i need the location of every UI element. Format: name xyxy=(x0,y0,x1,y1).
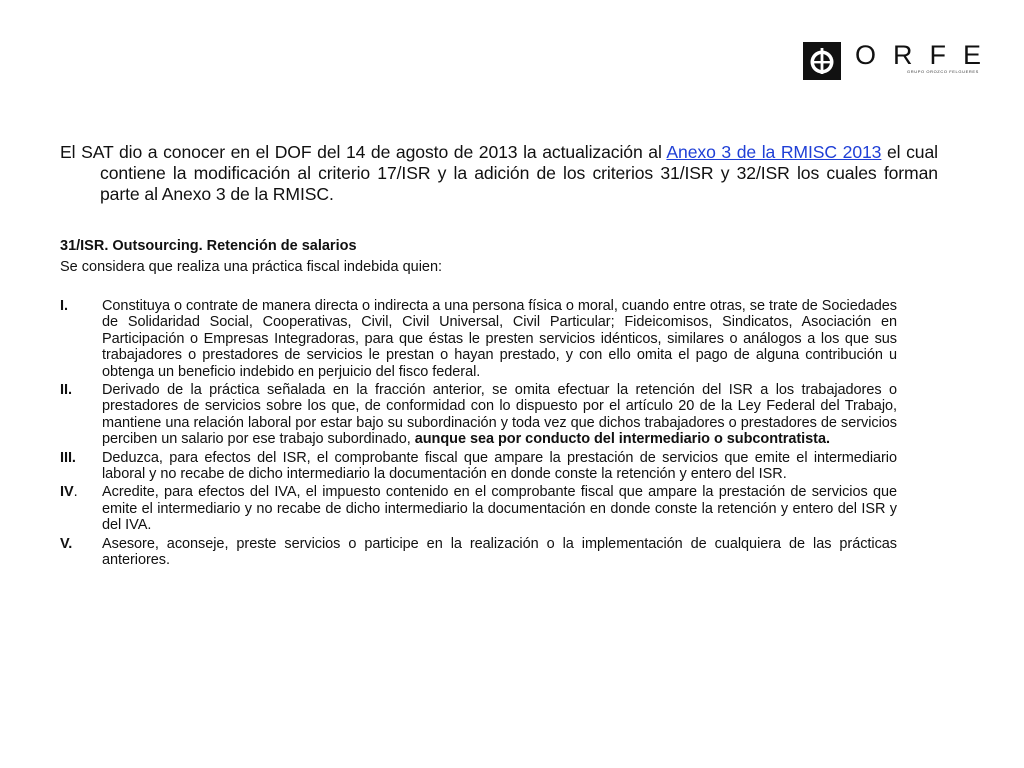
intro-text-before: El SAT dio a conocer en el DOF del 14 de agosto de 2013 la actualización al xyxy=(60,141,667,162)
company-logo xyxy=(803,40,999,82)
logo-name: ORFE xyxy=(855,40,999,70)
item-marker: IV. xyxy=(60,484,78,501)
item-text: Acredite, para efectos del IVA, el impuesto contenido en el comprobante fiscal que ampare la prestación de servicios que emite el intermediario y no recabe de dicho intermediario la documentación en donde conste la retención y entero del ISR y del IVA. xyxy=(102,484,897,534)
item-text: Derivado de la práctica señalada en la fracción anterior, se omita efectuar la retención del ISR a los trabajadores o prestadores de servicios sobre los que, de conformidad con lo dispuesto por el artículo 20 de la Ley Federal del Trabajo, mantiene una relación laboral por estar bajo su subordinación y toda vez que dichos trabajadores o prestadores de servicios perciben un salario por ese trabajo subordinado, xyxy=(102,382,897,448)
item-marker: II. xyxy=(60,382,72,399)
item-text: Constituya o contrate de manera directa o indirecta a una persona física o moral, cuando entre otras, se trate de Sociedades de Solidaridad Social, Cooperativas, Civil, Civil Universal, Civil Particular; Fideicomisos, Sindicatos, Asociación en Participación o Empresas Integradoras, para que éstas le presten servicios idénticos, similares o análogos a los que sus trabajadores o prestadores de servicios le prestan o hayan prestado, y con ello omita el pago de alguna contribución u obtenga un beneficio indebido en perjuicio del fisco federal. xyxy=(102,298,897,380)
practices-list xyxy=(60,298,897,571)
item-marker: V. xyxy=(60,535,73,552)
criterion-title: 31/ISR. Outsourcing. Retención de salarios xyxy=(60,238,357,254)
intro-paragraph xyxy=(60,142,938,205)
logo-subtitle: GRUPO OROZCO FELGUERES xyxy=(907,69,979,74)
item-text: Asesore, aconseje, preste servicios o participe en la realización o la implementación de cualquiera de las prácticas anteriores. xyxy=(102,535,897,569)
orfe-emblem-icon xyxy=(803,42,841,80)
item-marker: I. xyxy=(60,298,68,314)
list-item xyxy=(60,536,897,569)
anexo-3-link[interactable]: Anexo 3 de la RMISC 2013 xyxy=(666,141,882,162)
list-item xyxy=(60,382,897,448)
list-item xyxy=(60,484,897,533)
item-marker: III. xyxy=(60,449,76,466)
criterion-subtitle: Se considera que realiza una práctica fiscal indebida quien: xyxy=(60,259,443,275)
intro-text-after: el cual contiene la modificación al criterio 17/ISR y la adición de los criterios 31/ISR y 32/ISR los cuales forman parte al Anexo 3 de la RMISC. xyxy=(100,141,938,204)
item-text: Deduzca, para efectos del ISR, el comprobante fiscal que ampare la prestación de servicios que emite el intermediario laboral y no recabe de dicho intermediario la documentación en donde conste la retención y entero del ISR. xyxy=(102,449,897,483)
item-emphasis: aunque sea por conducto del intermediario o subcontratista. xyxy=(414,431,830,448)
list-item xyxy=(60,450,897,483)
list-item xyxy=(60,298,897,380)
